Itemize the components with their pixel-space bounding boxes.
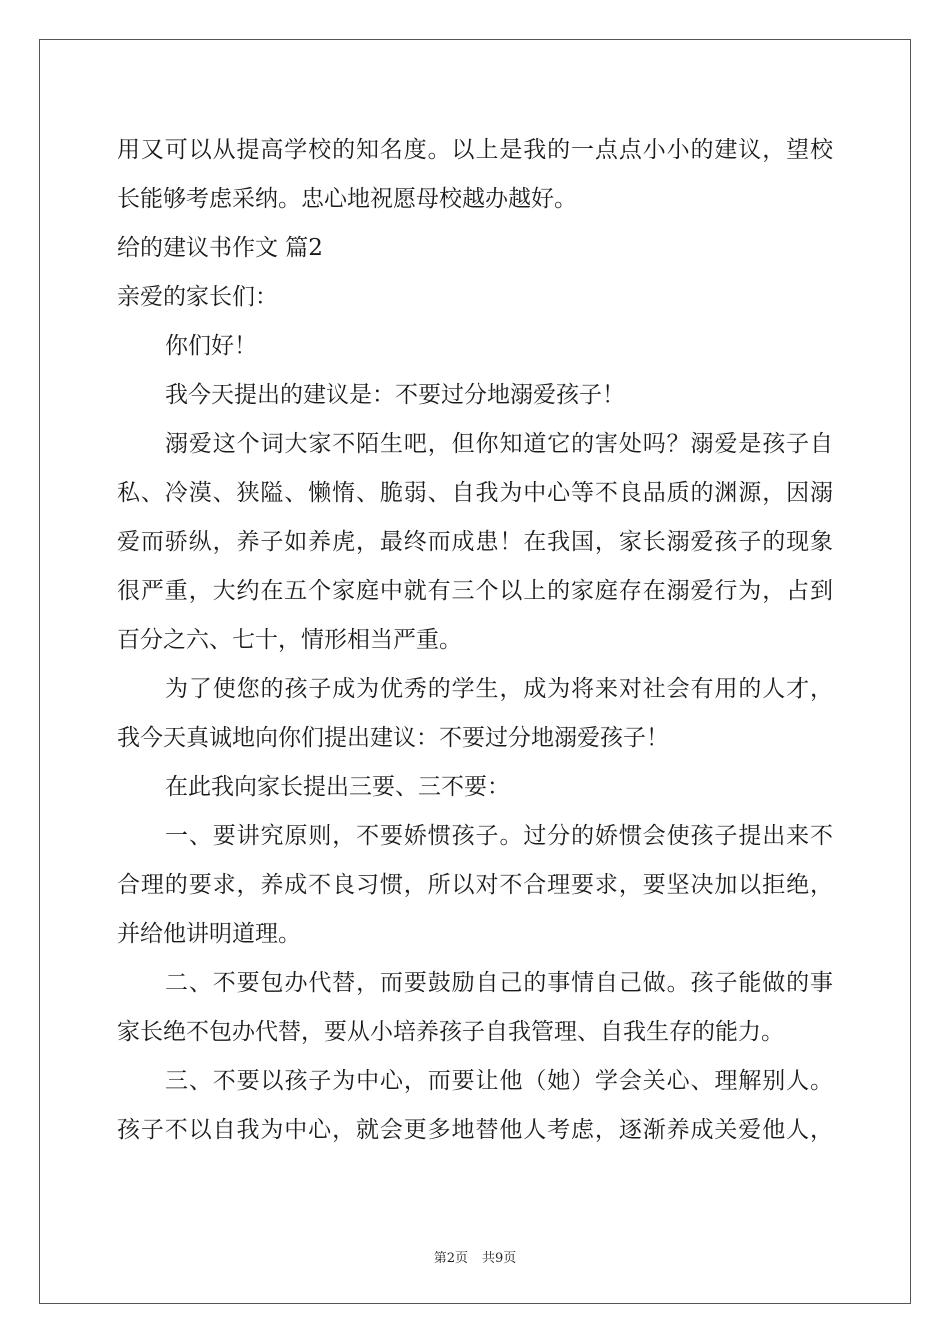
text-line: 三、不要以孩子为中心，而要让他（她）学会关心、理解别人。 (165, 1068, 833, 1094)
text-line: 我今天真诚地向你们提出建议：不要过分地溺爱孩子！ (117, 725, 669, 751)
text-line: 私、冷漠、狭隘、懒惰、脆弱、自我为中心等不良品质的渊源，因溺 (117, 480, 833, 506)
text-line: 百分之六、七十，情形相当严重。 (117, 627, 462, 653)
text-line: 长能够考虑采纳。忠心地祝愿母校越办越好。 (117, 186, 577, 212)
text-line: 爱而骄纵，养子如养虎，最终而成患！在我国，家长溺爱孩子的现象 (117, 529, 833, 555)
text-line: 你们好！ (165, 333, 257, 359)
text-line: 亲爱的家长们： (117, 284, 278, 310)
text-line: 在此我向家长提出三要、三不要： (165, 774, 510, 800)
text-line: 并给他讲明道理。 (117, 921, 301, 947)
text-line: 我今天提出的建议是：不要过分地溺爱孩子！ (165, 382, 625, 408)
text-line: 孩子不以自我为中心，就会更多地替他人考虑，逐渐养成关爱他人， (117, 1117, 833, 1143)
text-line: 合理的要求，养成不良习惯，所以对不合理要求，要坚决加以拒绝， (117, 872, 833, 898)
text-line: 用又可以从提高学校的知名度。以上是我的一点点小小的建议，望校 (117, 137, 833, 163)
page-number: 第2页 (433, 1251, 468, 1266)
text-line: 家长绝不包办代替，要从小培养孩子自我管理、自我生存的能力。 (117, 1019, 784, 1045)
page-footer (0, 1247, 950, 1266)
text-line: 溺爱这个词大家不陌生吧，但你知道它的害处吗？溺爱是孩子自 (165, 431, 833, 457)
text-line: 二、不要包办代替，而要鼓励自己的事情自己做。孩子能做的事 (165, 970, 833, 996)
page-total: 共9页 (482, 1251, 517, 1266)
text-line: 为了使您的孩子成为优秀的学生，成为将来对社会有用的人才， (165, 676, 833, 702)
text-line: 给的建议书作文 篇2 (117, 235, 323, 261)
text-line: 一、要讲究原则，不要娇惯孩子。过分的娇惯会使孩子提出来不 (165, 823, 833, 849)
text-line: 很严重，大约在五个家庭中就有三个以上的家庭存在溺爱行为，占到 (117, 578, 833, 604)
document-body (117, 126, 833, 1155)
